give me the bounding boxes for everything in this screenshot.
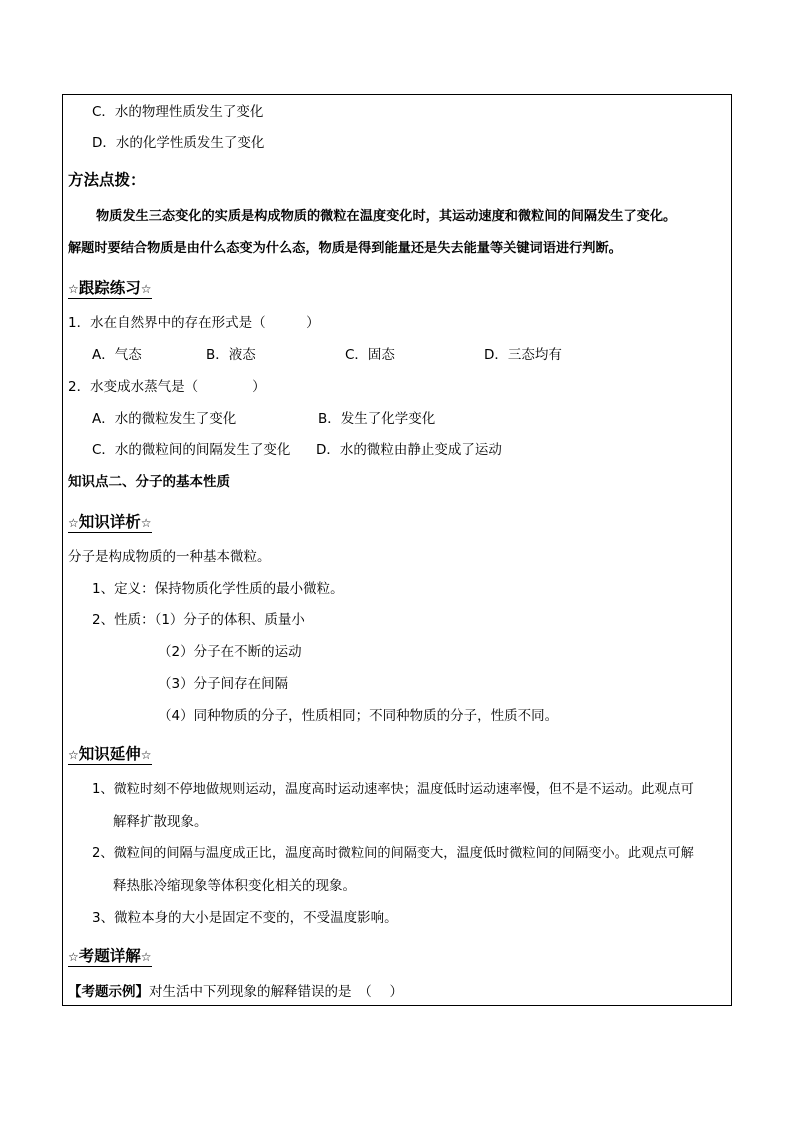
q2-option-b: B．发生了化学变化: [318, 411, 436, 427]
property-1: 2、性质：（1）分子的体积、质量小: [92, 612, 305, 628]
q1-option-c: C．固态: [345, 347, 395, 363]
option-d: D．水的化学性质发生了变化: [92, 135, 265, 151]
exam-example: [68, 982, 403, 1002]
method-title: 方法点拨：: [68, 171, 146, 189]
method-line-1: 物质发生三态变化的实质是构成物质的微粒在温度变化时，其运动速度和微粒间的间隔发生了变化。: [96, 209, 677, 224]
extension-heading: ☆知识延伸☆: [68, 745, 152, 763]
q1-option-d: D．三态均有: [484, 347, 562, 363]
definition: 1、定义：保持物质化学性质的最小微粒。: [92, 581, 344, 597]
star-icon: ☆: [140, 516, 152, 530]
practice-heading: ☆跟踪练习☆: [68, 279, 152, 297]
extension-item-2-line-1: 2、微粒间的间隔与温度成正比，温度高时微粒间的间隔变大，温度低时微粒间的间隔变小。此观点可解: [92, 846, 694, 861]
property-3: （3）分子间存在间隔: [158, 676, 289, 692]
q1-option-a: A．气态: [92, 347, 142, 363]
exam-heading: ☆考题详解☆: [68, 947, 152, 965]
option-c: C．水的物理性质发生了变化: [92, 104, 264, 120]
q1-option-b: B．液态: [206, 347, 256, 363]
extension-item-1-line-2: 解释扩散现象。: [113, 814, 208, 830]
q2-option-c: C．水的微粒间的间隔发生了变化: [92, 442, 291, 458]
star-icon: ☆: [68, 748, 79, 762]
analysis-heading: ☆知识详析☆: [68, 513, 152, 531]
method-line-2: 解题时要结合物质是由什么态变为什么态，物质是得到能量还是失去能量等关键词语进行判断。: [68, 241, 622, 256]
property-2: （2）分子在不断的运动: [158, 644, 302, 660]
question-1-stem: 1．水在自然界中的存在形式是（ ）: [68, 315, 320, 331]
property-4: （4）同种物质的分子，性质相同；不同种物质的分子，性质不同。: [158, 708, 559, 724]
star-icon: ☆: [68, 950, 79, 964]
question-2-stem: 2．水变成水蒸气是（ ）: [68, 379, 266, 395]
star-icon: ☆: [140, 950, 152, 964]
extension-item-3: 3、微粒本身的大小是固定不变的，不受温度影响。: [92, 910, 398, 926]
knowledge-point-2-title: 知识点二、分子的基本性质: [68, 474, 230, 490]
exam-stem: 对生活中下列现象的解释错误的是 （ ）: [149, 984, 404, 1000]
extension-item-1-line-1: 1、微粒时刻不停地做规则运动，温度高时运动速率快；温度低时运动速率慢，但不是不运动。此观点可: [92, 782, 694, 797]
star-icon: ☆: [68, 516, 79, 530]
star-icon: ☆: [140, 748, 152, 762]
extension-item-2-line-2: 释热胀冷缩现象等体积变化相关的现象。: [113, 878, 356, 894]
star-icon: ☆: [68, 282, 79, 296]
q2-option-a: A．水的微粒发生了变化: [92, 411, 237, 427]
analysis-intro: 分子是构成物质的一种基本微粒。: [68, 549, 271, 565]
exam-tag: 【考题示例】: [68, 984, 149, 1000]
q2-option-d: D．水的微粒由静止变成了运动: [316, 442, 502, 458]
star-icon: ☆: [140, 282, 152, 296]
